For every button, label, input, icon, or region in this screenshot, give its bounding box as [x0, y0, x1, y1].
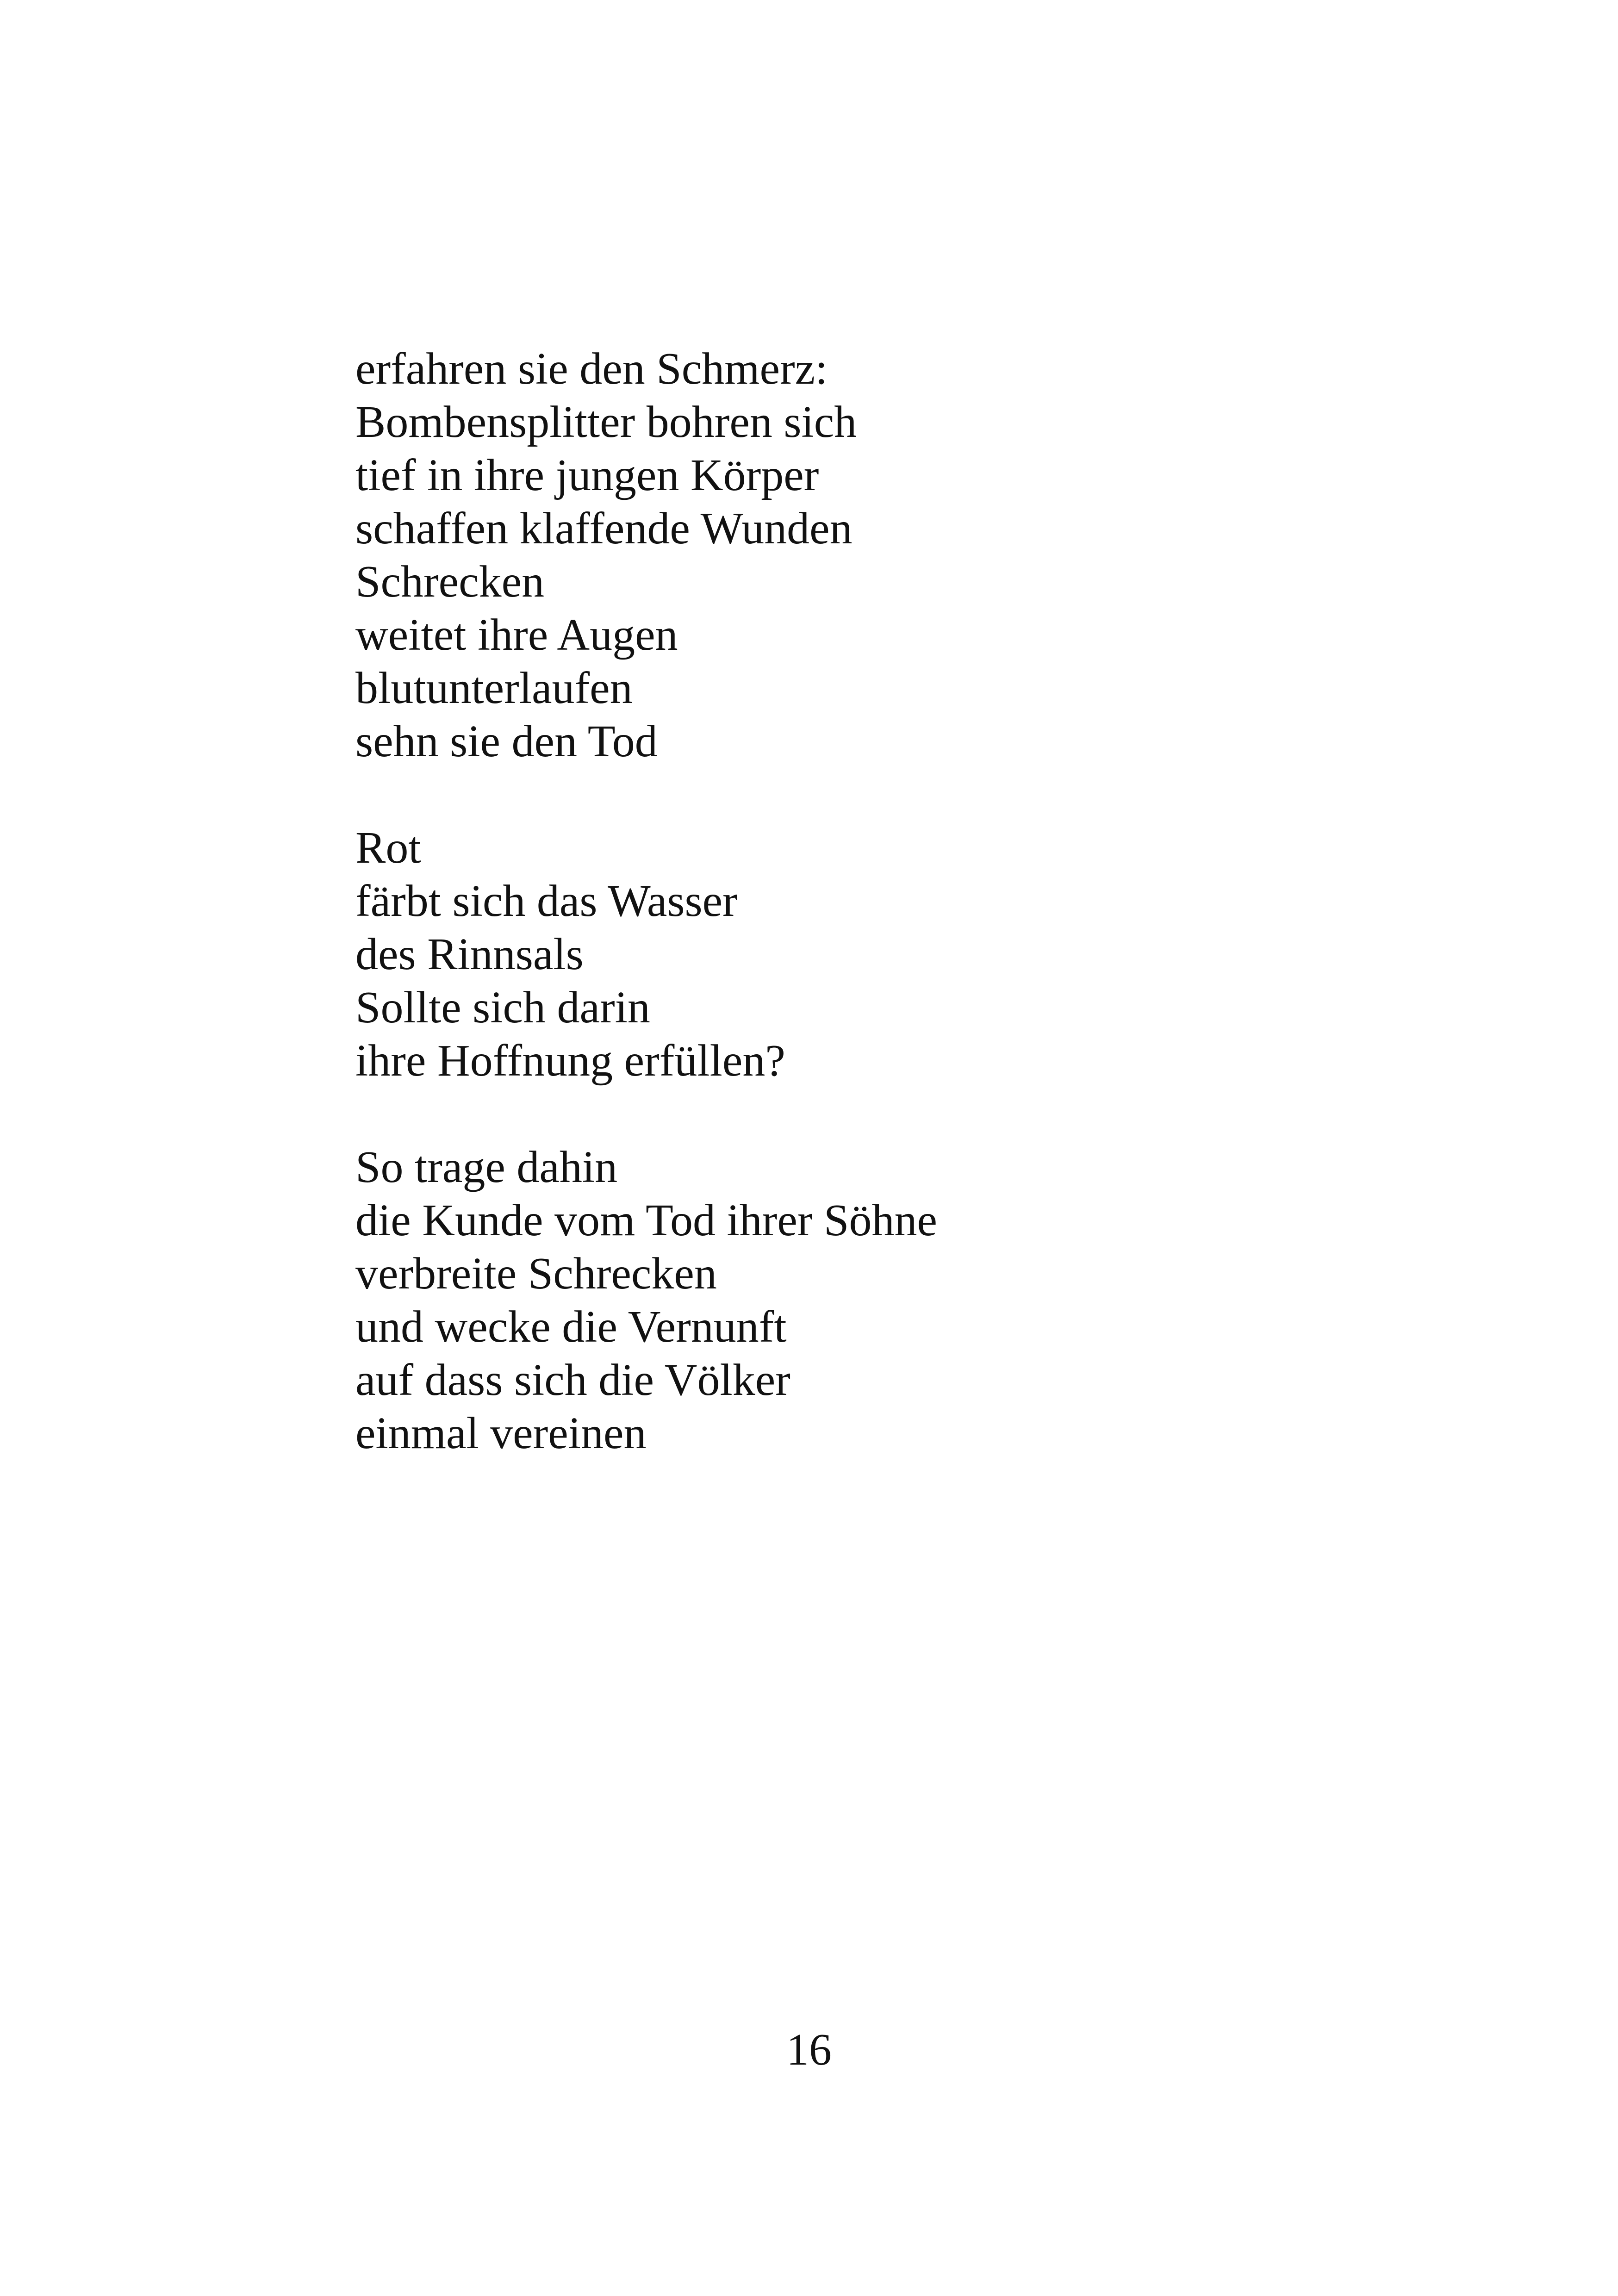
poem-line: So trage dahin	[355, 1142, 618, 1192]
poem-line: schaffen klaffende Wunden	[355, 504, 853, 554]
stanza-2	[355, 821, 1466, 1088]
poem-line: einmal vereinen	[355, 1408, 647, 1458]
poem-line: färbt sich das Wasser	[355, 876, 738, 926]
poem-line: auf dass sich die Völker	[355, 1355, 790, 1405]
poem-line: Schrecken	[355, 557, 545, 607]
poem-body	[355, 342, 1466, 1460]
poem-line: und wecke die Vernunft	[355, 1302, 787, 1352]
poem-line: ihre Hoffnung erfüllen?	[355, 1036, 785, 1086]
poem-line: weitet ihre Augen	[355, 610, 678, 660]
poem-line: blutunterlaufen	[355, 663, 633, 713]
poem-line: sehn sie den Tod	[355, 716, 658, 766]
poem-line: verbreite Schrecken	[355, 1249, 717, 1299]
poem-line: Bombensplitter bohren sich	[355, 397, 857, 447]
stanza-3	[355, 1141, 1466, 1460]
poem-line: des Rinnsals	[355, 929, 584, 979]
poem-line: die Kunde vom Tod ihrer Söhne	[355, 1195, 937, 1245]
stanza-1	[355, 342, 1466, 768]
poem-line: Rot	[355, 823, 421, 873]
poem-line: Sollte sich darin	[355, 983, 650, 1033]
poem-line: erfahren sie den Schmerz:	[355, 344, 828, 394]
poem-line: tief in ihre jungen Körper	[355, 450, 819, 500]
page-number: 16	[786, 2025, 832, 2075]
